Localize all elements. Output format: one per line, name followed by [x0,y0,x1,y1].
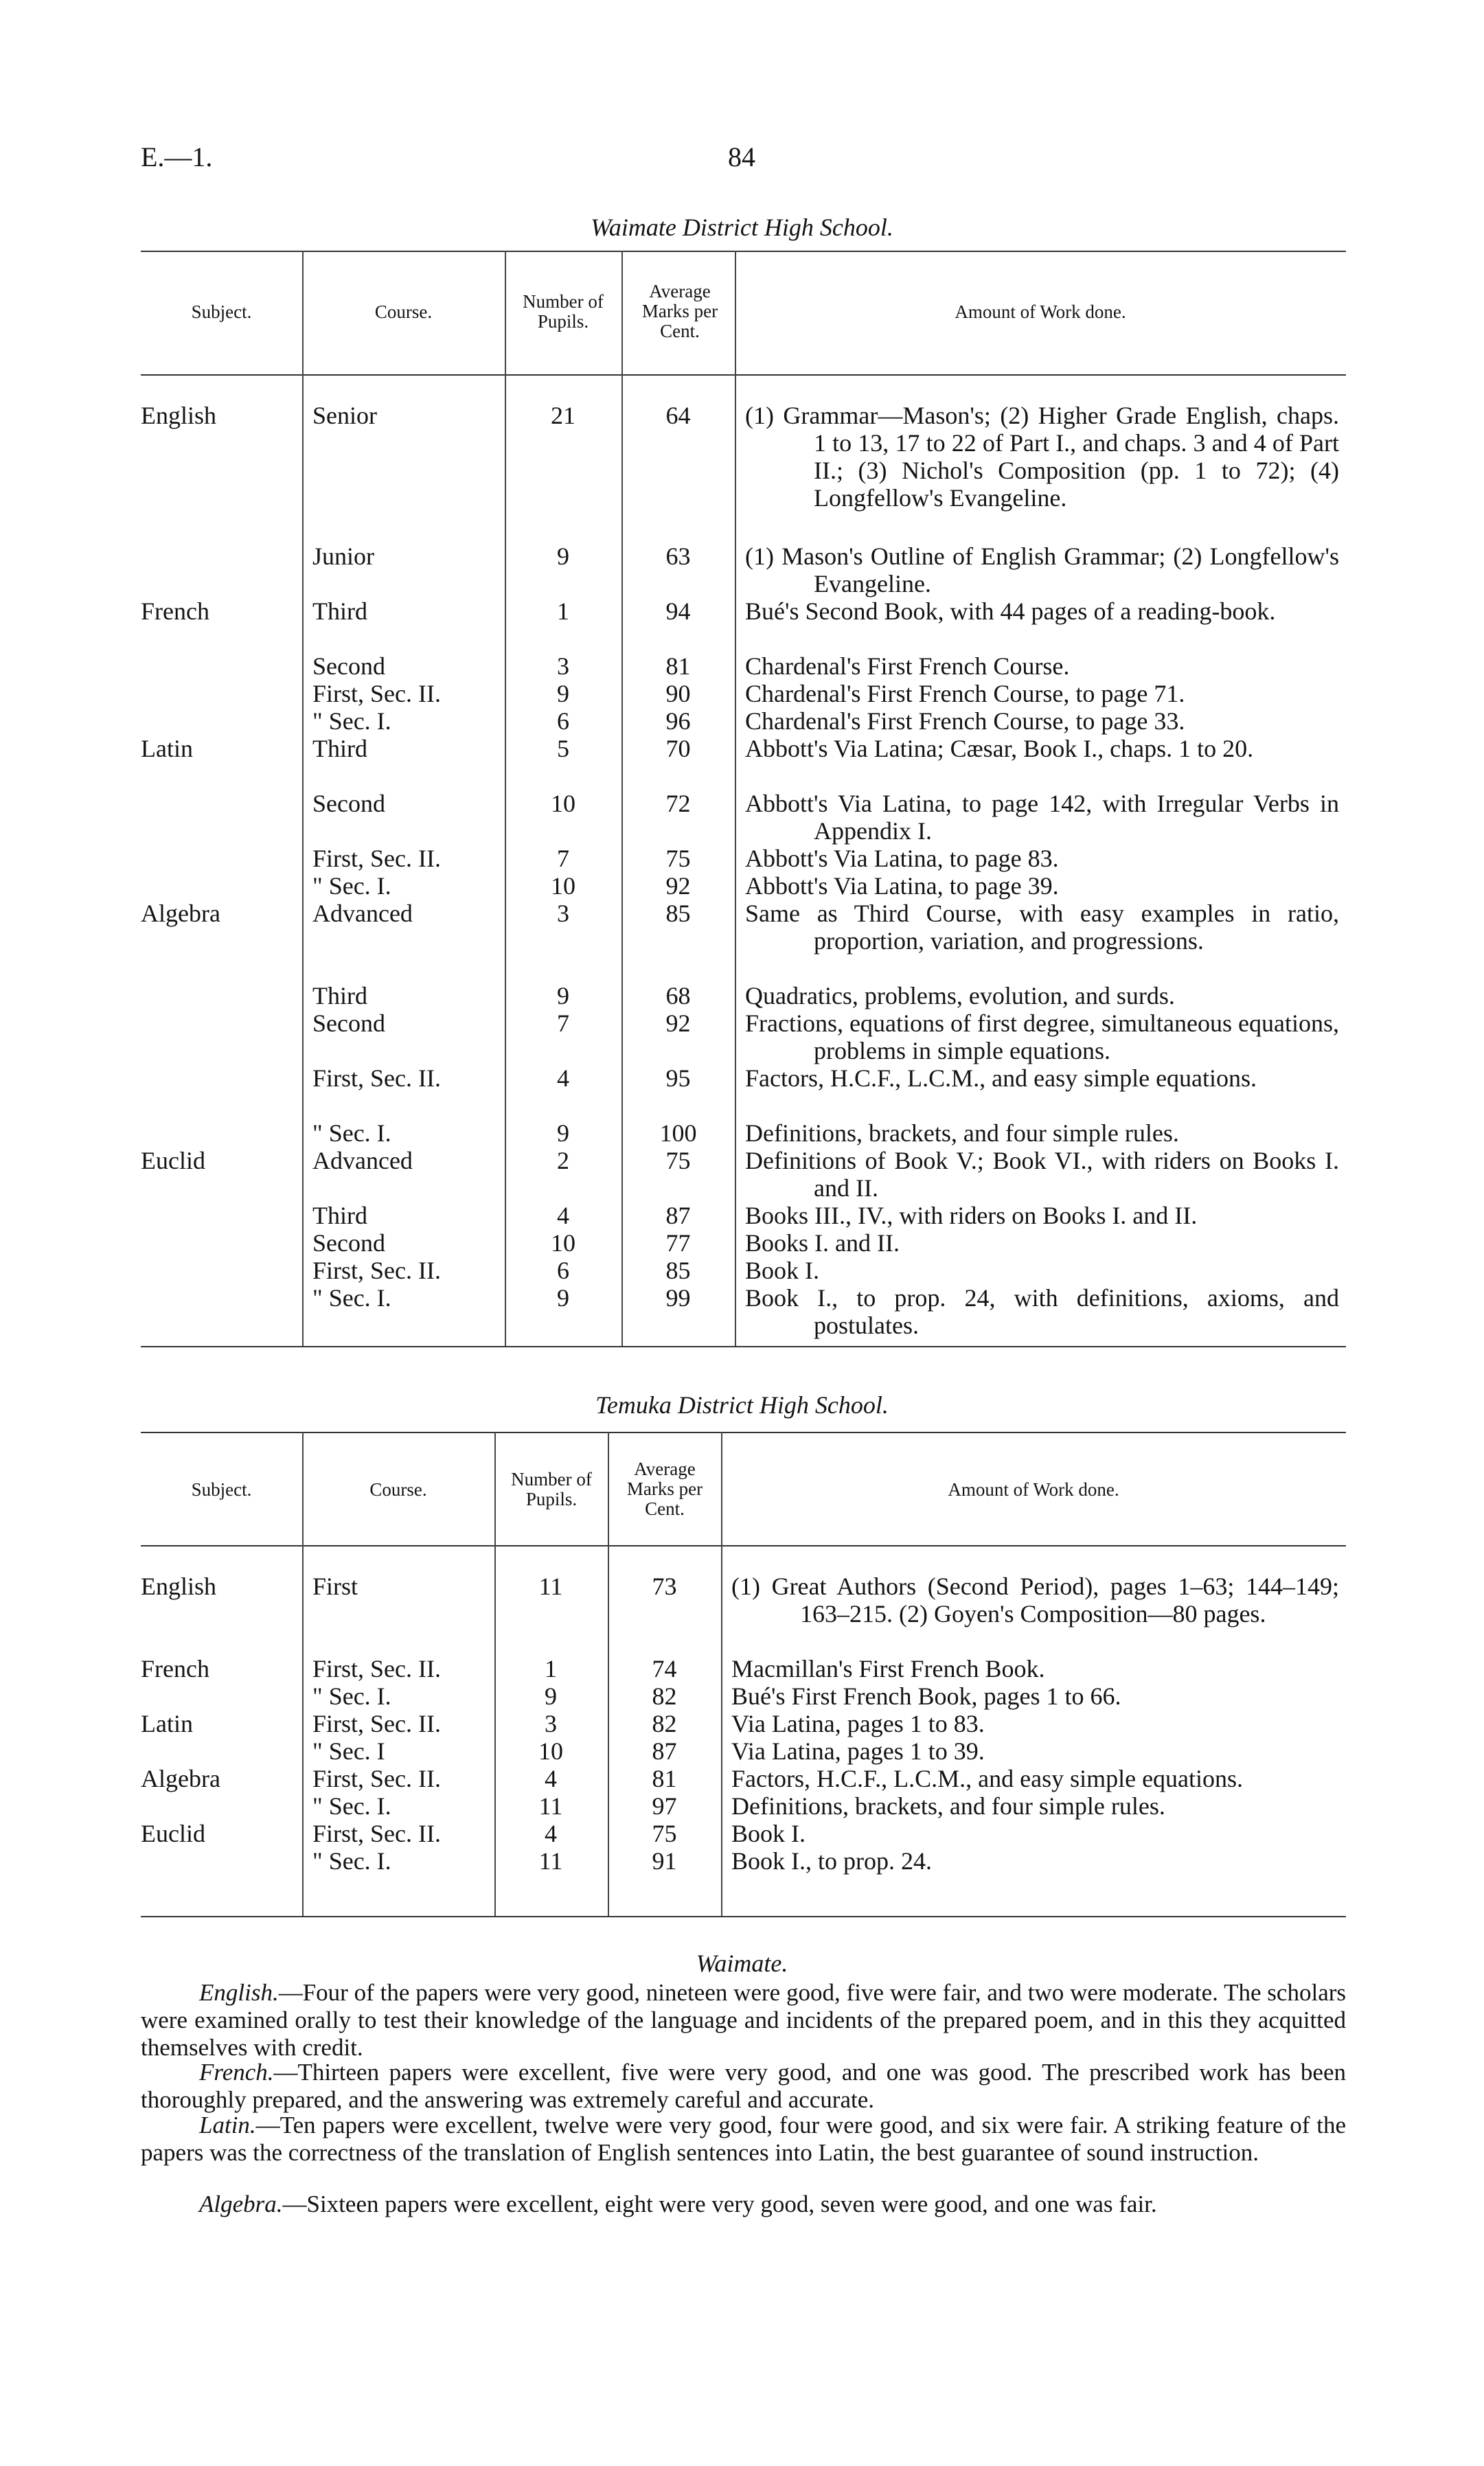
course-cell: First, Sec. II. [312,680,441,707]
pupils-cell: 11 [538,1847,563,1875]
marks-cell: 92 [665,872,691,900]
pupils-cell: 9 [557,543,569,570]
paragraph-subject: French. [199,2059,274,2086]
marks-cell: 97 [652,1792,677,1820]
course-cell: " Sec. I. [312,1284,391,1312]
marks-cell: 75 [665,845,691,872]
waimate-header-course: Course. [374,301,433,322]
work-cell: Book I., to prop. 24, with definitions, axioms, and postulates. [745,1284,1339,1339]
course-cell: " Sec. I. [312,707,391,735]
course-cell: " Sec. I. [312,1119,391,1147]
subject-cell: French [141,597,209,625]
work-cell: Abbott's Via Latina; Cæsar, Book I., chaps. 1 to 20. [745,735,1254,762]
marks-cell: 75 [652,1820,677,1847]
course-cell: Advanced [312,1147,413,1174]
pupils-cell: 2 [557,1147,569,1174]
pupils-cell: 4 [557,1064,569,1092]
temuka-header-work: Amount of Work done. [948,1479,1119,1500]
work-cell: (1) Grammar—Mason's; (2) Higher Grade English, chaps. 1 to 13, 17 to 22 of Part I., and chaps. 3 and 4 of Part II.; (3) Nichol's Composition (pp. 1 to 72); (4) Longfellow's Evangeline. [745,402,1339,512]
pupils-cell: 3 [545,1710,557,1737]
pupils-cell: 10 [551,872,575,900]
marks-cell: 87 [652,1737,677,1765]
course-cell: First [312,1573,358,1600]
course-cell: Third [312,597,367,625]
work-cell: Fractions, equations of first degree, simultaneous equations, problems in simple equations. [745,1009,1339,1064]
marks-cell: 99 [665,1284,691,1312]
work-cell: Via Latina, pages 1 to 39. [731,1737,985,1765]
marks-cell: 75 [665,1147,691,1174]
course-cell: " Sec. I [312,1737,385,1765]
marks-cell: 94 [665,597,691,625]
pupils-cell: 4 [545,1820,557,1847]
work-cell: (1) Mason's Outline of English Grammar; (2) Longfellow's Evangeline. [745,543,1339,597]
work-cell: Book I. [731,1820,806,1847]
course-cell: Senior [312,402,377,429]
pupils-cell: 9 [557,982,569,1009]
work-cell: Abbott's Via Latina, to page 83. [745,845,1059,872]
pupils-cell: 10 [538,1737,563,1765]
work-cell: Factors, H.C.F., L.C.M., and easy simple equations. [745,1064,1257,1092]
pupils-cell: 9 [557,1284,569,1312]
temuka-header-pupils: Number of Pupils. [511,1469,592,1509]
pupils-cell: 21 [551,402,575,429]
paragraph-text: —Sixteen papers were excellent, eight were very good, seven were good, and one was fair. [282,2191,1157,2217]
course-cell: Third [312,1202,367,1229]
report-paragraph [141,2112,1346,2167]
course-cell: First, Sec. II. [312,1710,441,1737]
work-cell: Macmillan's First French Book. [731,1655,1045,1682]
course-cell: First, Sec. II. [312,1257,441,1284]
pupils-cell: 7 [557,845,569,872]
pupils-cell: 1 [545,1655,557,1682]
pupils-cell: 9 [545,1682,557,1710]
subject-cell: Latin [141,1710,193,1737]
work-cell: Abbott's Via Latina, to page 142, with Irregular Verbs in Appendix I. [745,790,1339,845]
subject-cell: Algebra [141,900,220,927]
pupils-cell: 3 [557,900,569,927]
temuka-header-marks: Average Marks per Cent. [626,1459,703,1519]
work-cell: Quadratics, problems, evolution, and surds. [745,982,1175,1009]
work-cell: Definitions, brackets, and four simple rules. [731,1792,1165,1820]
work-cell: Definitions, brackets, and four simple rules. [745,1119,1179,1147]
work-cell: Same as Third Course, with easy examples in ratio, proportion, variation, and progressions. [745,900,1339,955]
paragraph-subject: English. [199,1979,279,2006]
course-cell: First, Sec. II. [312,1655,441,1682]
course-cell: " Sec. I. [312,1847,391,1875]
course-cell: First, Sec. II. [312,1765,441,1792]
subject-cell: French [141,1655,209,1682]
work-cell: Books I. and II. [745,1229,900,1257]
marks-cell: 72 [665,790,691,817]
pupils-cell: 4 [557,1202,569,1229]
temuka-header-course: Course. [369,1479,427,1500]
marks-cell: 70 [665,735,691,762]
marks-cell: 64 [665,402,691,429]
pupils-cell: 1 [557,597,569,625]
report-paragraph [141,1979,1346,2062]
work-cell: Definitions of Book V.; Book VI., with riders on Books I. and II. [745,1147,1339,1202]
work-cell: (1) Great Authors (Second Period), pages 1–63; 144–149; 163–215. (2) Goyen's Composition—80 pages. [731,1573,1339,1628]
waimate-header-subject: Subject. [191,301,252,322]
course-cell: Second [312,1009,385,1037]
pupils-cell: 9 [557,680,569,707]
subject-cell: English [141,402,217,429]
marks-cell: 63 [665,543,691,570]
pupils-cell: 5 [557,735,569,762]
work-cell: Chardenal's First French Course, to page 33. [745,707,1185,735]
work-cell: Abbott's Via Latina, to page 39. [745,872,1059,900]
page-number: 84 [728,141,755,172]
course-cell: " Sec. I. [312,872,391,900]
marks-cell: 74 [652,1655,677,1682]
work-cell: Via Latina, pages 1 to 83. [731,1710,985,1737]
course-cell: Second [312,1229,385,1257]
marks-cell: 90 [665,680,691,707]
subject-cell: Euclid [141,1820,205,1847]
paragraph-text: —Four of the papers were very good, nineteen were good, five were fair, and two were moderate. The scholars were examined orally to test their knowledge of the language and incidents of the prepared poem, and in this they acquitted themselves with credit. [141,1979,1346,2061]
course-cell: Second [312,652,385,680]
pupils-cell: 10 [551,1229,575,1257]
marks-cell: 87 [665,1202,691,1229]
course-cell: Advanced [312,900,413,927]
course-cell: Third [312,982,367,1009]
subject-cell: English [141,1573,217,1600]
course-cell: " Sec. I. [312,1792,391,1820]
pupils-cell: 4 [545,1765,557,1792]
pupils-cell: 11 [538,1573,563,1600]
paragraph-text: —Thirteen papers were excellent, five were very good, and one was good. The prescribed work has been thoroughly prepared, and the answering was extremely careful and accurate. [141,2059,1346,2113]
paragraph-subject: Algebra. [199,2191,283,2217]
pupils-cell: 6 [557,707,569,735]
course-cell: " Sec. I. [312,1682,391,1710]
waimate-header-work: Amount of Work done. [955,301,1126,322]
marks-cell: 95 [665,1064,691,1092]
subject-cell: Algebra [141,1765,220,1792]
work-cell: Chardenal's First French Course, to page 71. [745,680,1185,707]
marks-cell: 81 [652,1765,677,1792]
work-cell: Factors, H.C.F., L.C.M., and easy simple equations. [731,1765,1244,1792]
course-cell: First, Sec. II. [312,1064,441,1092]
pupils-cell: 10 [551,790,575,817]
work-cell: Bué's First French Book, pages 1 to 66. [731,1682,1121,1710]
page-reference: E.—1. [141,141,213,172]
marks-cell: 85 [665,900,691,927]
subject-cell: Euclid [141,1147,205,1174]
work-cell: Bué's Second Book, with 44 pages of a reading-book. [745,597,1276,625]
pupils-cell: 7 [557,1009,569,1037]
paragraph-text: —Ten papers were excellent, twelve were very good, four were good, and six were fair. A striking feature of the papers was the correctness of the translation of English sentences into Latin, the best guarantee of sound instruction. [141,2112,1346,2166]
course-cell: Junior [312,543,374,570]
work-cell: Books III., IV., with riders on Books I. and II. [745,1202,1198,1229]
course-cell: First, Sec. II. [312,1820,441,1847]
marks-cell: 73 [652,1573,677,1600]
work-cell: Chardenal's First French Course. [745,652,1070,680]
pupils-cell: 6 [557,1257,569,1284]
course-cell: Second [312,790,385,817]
marks-cell: 82 [652,1710,677,1737]
marks-cell: 81 [665,652,691,680]
course-cell: First, Sec. II. [312,845,441,872]
marks-cell: 77 [665,1229,691,1257]
marks-cell: 85 [665,1257,691,1284]
report-paragraph [141,2059,1346,2114]
marks-cell: 91 [652,1847,677,1875]
temuka-table-title: Temuka District High School. [595,1391,889,1419]
report-paragraph [141,2191,1346,2218]
marks-cell: 92 [665,1009,691,1037]
marks-cell: 68 [665,982,691,1009]
marks-cell: 96 [665,707,691,735]
waimate-table-title: Waimate District High School. [591,214,893,241]
pupils-cell: 3 [557,652,569,680]
course-cell: Third [312,735,367,762]
pupils-cell: 11 [538,1792,563,1820]
waimate-header-pupils: Number of Pupils. [523,291,604,332]
report-title: Waimate. [696,1950,788,1977]
marks-cell: 100 [659,1119,697,1147]
marks-cell: 82 [652,1682,677,1710]
work-cell: Book I. [745,1257,819,1284]
work-cell: Book I., to prop. 24. [731,1847,932,1875]
subject-cell: Latin [141,735,193,762]
waimate-header-marks: Average Marks per Cent. [641,281,718,341]
temuka-header-subject: Subject. [191,1479,252,1500]
pupils-cell: 9 [557,1119,569,1147]
paragraph-subject: Latin. [199,2112,256,2138]
